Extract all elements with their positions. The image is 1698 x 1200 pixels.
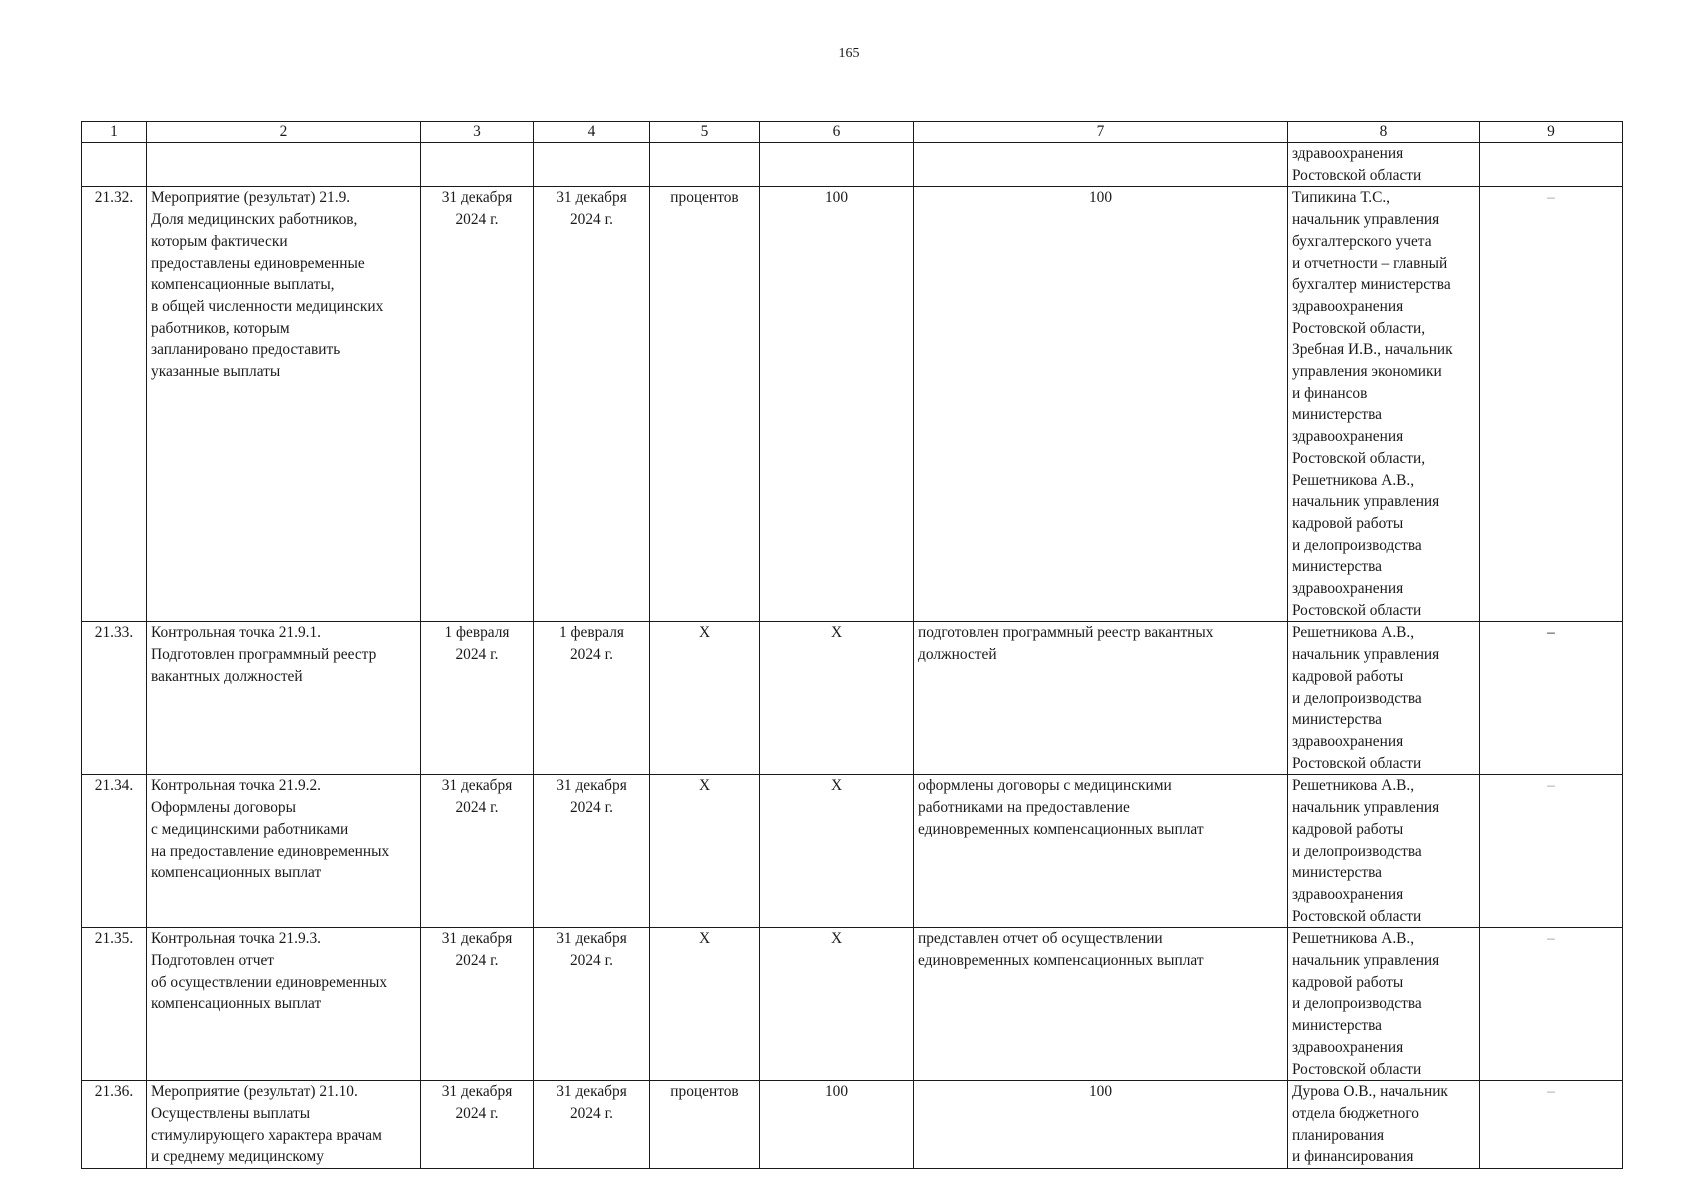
start-date-cell: 31 декабря 2024 г.: [421, 187, 534, 622]
result-cell: оформлены договоры с медицинскими работниками на предоставление единовременных компенсационных выплат: [914, 775, 1288, 928]
base-value-cell: 100: [760, 187, 914, 622]
responsible-cell: Решетникова А.В., начальник управления кадровой работы и делопроизводства министерства здравоохранения Ростовской области: [1288, 775, 1480, 928]
column-number-row: [82, 122, 1623, 143]
end-date-cell: 1 февраля 2024 г.: [534, 622, 650, 775]
note-cell: –: [1480, 622, 1623, 775]
base-value-cell: 100: [760, 1081, 914, 1169]
table-row: [82, 143, 1623, 187]
responsible-cell: Решетникова А.В., начальник управления кадровой работы и делопроизводства министерства здравоохранения Ростовской области: [1288, 928, 1480, 1081]
start-date-cell: 31 декабря 2024 г.: [421, 1081, 534, 1169]
start-date-cell: 1 февраля 2024 г.: [421, 622, 534, 775]
base-value-cell: Х: [760, 928, 914, 1081]
result-cell: подготовлен программный реестр вакантных должностей: [914, 622, 1288, 775]
unit-cell: процентов: [650, 1081, 760, 1169]
table-row: [82, 1081, 1623, 1169]
end-date-cell: 31 декабря 2024 г.: [534, 1081, 650, 1169]
end-date-cell: 31 декабря 2024 г.: [534, 775, 650, 928]
note-cell: –: [1480, 928, 1623, 1081]
column-header: 9: [1480, 122, 1623, 143]
table-row: [82, 928, 1623, 1081]
note-cell: [1480, 143, 1623, 187]
row-number-cell: 21.35.: [82, 928, 147, 1081]
measure-name-cell: Контрольная точка 21.9.2. Оформлены договоры с медицинскими работниками на предоставление единовременных компенсационных выплат: [147, 775, 421, 928]
row-number-cell: 21.32.: [82, 187, 147, 622]
table-row: [82, 622, 1623, 775]
result-cell: представлен отчет об осуществлении единовременных компенсационных выплат: [914, 928, 1288, 1081]
result-cell: [914, 143, 1288, 187]
end-date-cell: [534, 143, 650, 187]
measure-name-cell: Мероприятие (результат) 21.10. Осуществлены выплаты стимулирующего характера врачам и среднему медицинскому: [147, 1081, 421, 1169]
unit-cell: процентов: [650, 187, 760, 622]
base-value-cell: Х: [760, 775, 914, 928]
start-date-cell: 31 декабря 2024 г.: [421, 775, 534, 928]
column-header: 7: [914, 122, 1288, 143]
responsible-cell: Дурова О.В., начальник отдела бюджетного планирования и финансирования: [1288, 1081, 1480, 1169]
table-row: [82, 775, 1623, 928]
unit-cell: Х: [650, 622, 760, 775]
column-header: 6: [760, 122, 914, 143]
column-header: 1: [82, 122, 147, 143]
measure-name-cell: Мероприятие (результат) 21.9. Доля медицинских работников, которым фактически предоставлены единовременные компенсационные выплаты, в общей численности медицинских работников, которым запланировано предоставить указанные выплаты: [147, 187, 421, 622]
measure-name-cell: Контрольная точка 21.9.1. Подготовлен программный реестр вакантных должностей: [147, 622, 421, 775]
row-number-cell: 21.34.: [82, 775, 147, 928]
measure-name-cell: Контрольная точка 21.9.3. Подготовлен отчет об осуществлении единовременных компенсационных выплат: [147, 928, 421, 1081]
row-number-cell: [82, 143, 147, 187]
note-cell: –: [1480, 775, 1623, 928]
column-header: 8: [1288, 122, 1480, 143]
unit-cell: [650, 143, 760, 187]
row-number-cell: 21.33.: [82, 622, 147, 775]
end-date-cell: 31 декабря 2024 г.: [534, 928, 650, 1081]
result-cell: 100: [914, 1081, 1288, 1169]
responsible-cell: здравоохранения Ростовской области: [1288, 143, 1480, 187]
column-header: 4: [534, 122, 650, 143]
note-cell: –: [1480, 1081, 1623, 1169]
measures-table: [81, 121, 1623, 1169]
result-cell: 100: [914, 187, 1288, 622]
base-value-cell: [760, 143, 914, 187]
column-header: 2: [147, 122, 421, 143]
note-cell: –: [1480, 187, 1623, 622]
measure-name-cell: [147, 143, 421, 187]
responsible-cell: Решетникова А.В., начальник управления кадровой работы и делопроизводства министерства здравоохранения Ростовской области: [1288, 622, 1480, 775]
column-header: 5: [650, 122, 760, 143]
unit-cell: Х: [650, 775, 760, 928]
start-date-cell: [421, 143, 534, 187]
base-value-cell: Х: [760, 622, 914, 775]
table-row: [82, 187, 1623, 622]
page-number: 165: [838, 46, 860, 61]
unit-cell: Х: [650, 928, 760, 1081]
row-number-cell: 21.36.: [82, 1081, 147, 1169]
responsible-cell: Типикина Т.С., начальник управления бухгалтерского учета и отчетности – главный бухгалтер министерства здравоохранения Ростовской области, Зребная И.В., начальник управления экономики и финансов министерства здравоохранения Ростовской области, Решетникова А.В., начальник управления кадровой работы и делопроизводства министерства здравоохранения Ростовской области: [1288, 187, 1480, 622]
start-date-cell: 31 декабря 2024 г.: [421, 928, 534, 1081]
end-date-cell: 31 декабря 2024 г.: [534, 187, 650, 622]
column-header: 3: [421, 122, 534, 143]
